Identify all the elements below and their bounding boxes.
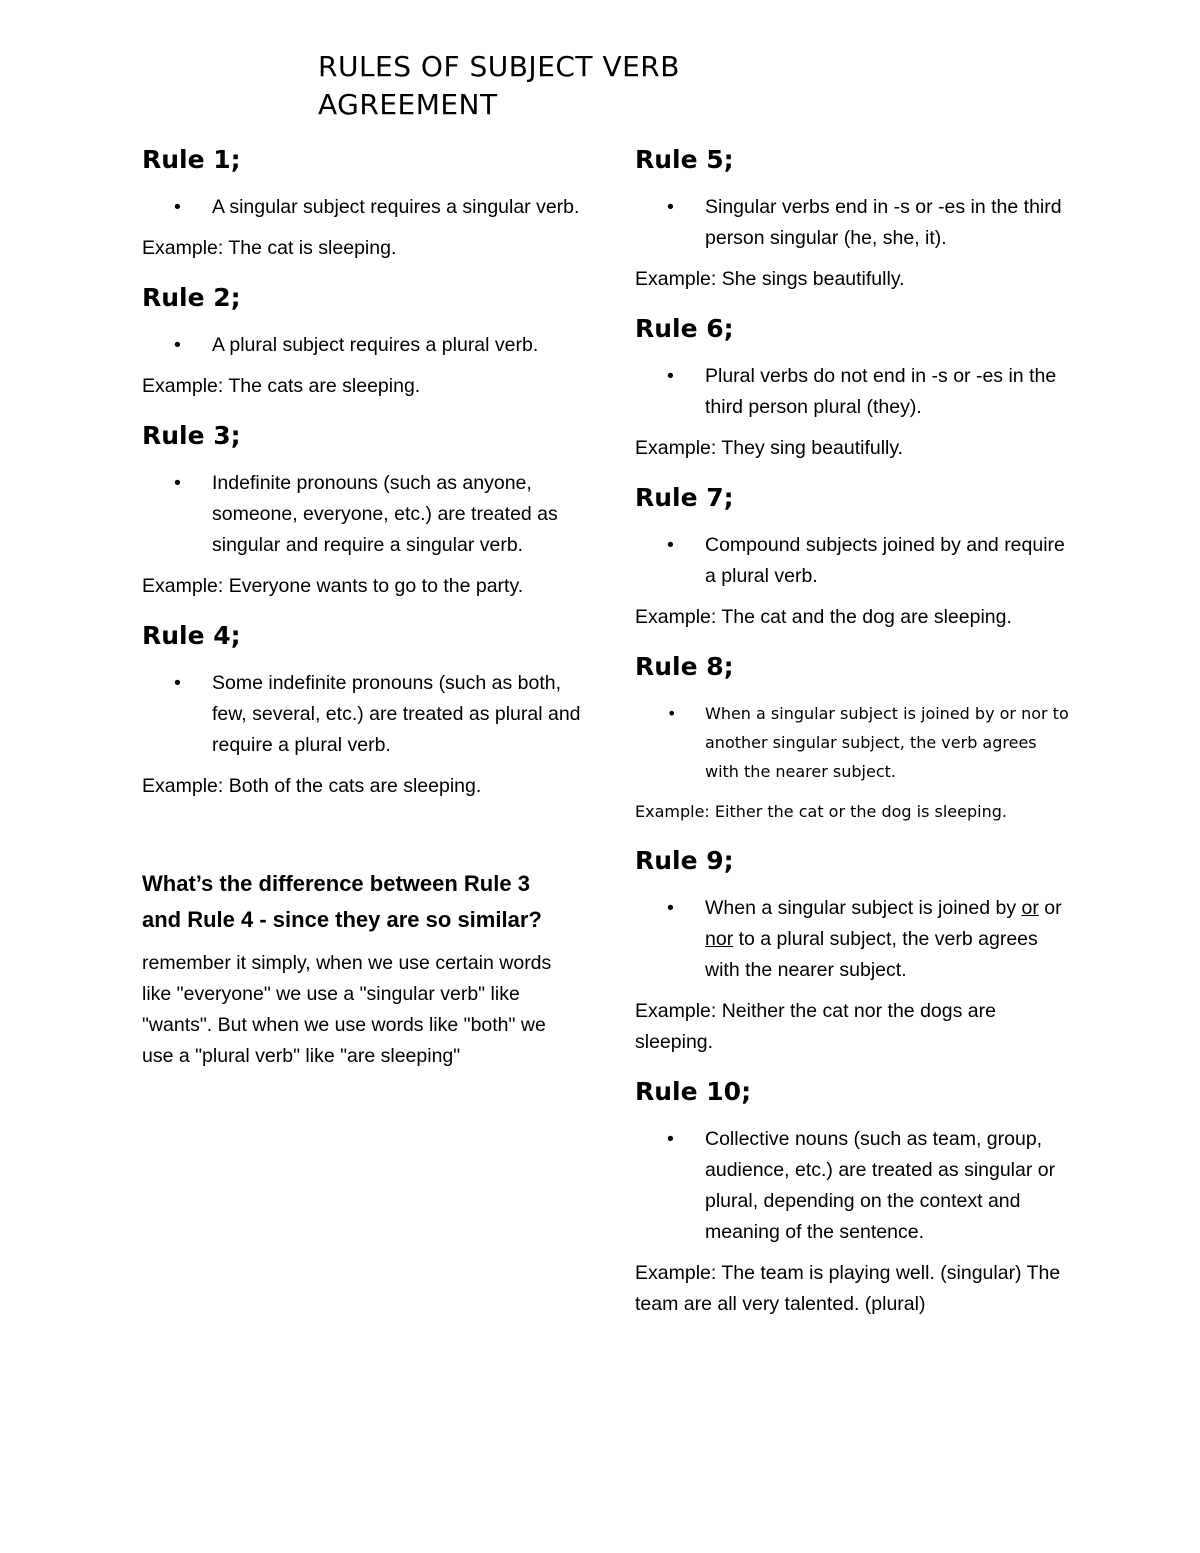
underlined-nor: nor: [705, 928, 734, 950]
rule-example: Example: Everyone wants to go to the party.: [142, 575, 524, 597]
rule-example: Example: Both of the cats are sleeping.: [142, 775, 482, 797]
rule-3: [142, 416, 582, 602]
rule-bullet: • Singular verbs end in -s or -es in the third person singular (he, she, it).: [635, 192, 1075, 254]
document-title: RULES OF SUBJECT VERB AGREEMENT: [318, 50, 680, 121]
rule-bullets: [142, 192, 582, 223]
rule-bullets: [142, 330, 582, 361]
rule-bullet: • Some indefinite pronouns (such as both, few, several, etc.) are treated as plural and require a plural verb.: [142, 668, 582, 761]
rule-bullets: [635, 1124, 1075, 1248]
rule-8: [635, 647, 1075, 827]
rule-example: Example: They sing beautifully.: [635, 437, 904, 459]
bullet-text: or: [1038, 897, 1062, 919]
rule-heading: Rule 1;: [142, 145, 241, 174]
rule-bullets: [635, 893, 1075, 986]
rule-bullets: [635, 192, 1075, 254]
rule-bullet: • Plural verbs do not end in -s or -es in the third person plural (they).: [635, 361, 1075, 423]
difference-answer: remember it simply, when we use certain words like "everyone" we use a "singular verb" like "wants". But when we use words like "both" we use a "plural verb" like "are sleeping": [142, 952, 552, 1067]
rule-4: [142, 616, 582, 802]
rule-bullet: [635, 893, 1075, 986]
right-column: [635, 140, 1075, 1334]
rule-bullet: • A plural subject requires a plural verb.: [142, 330, 582, 361]
rule-6: [635, 309, 1075, 464]
rule-heading: Rule 9;: [635, 846, 734, 875]
rule-bullet: • A singular subject requires a singular verb.: [142, 192, 582, 223]
rule-example: Example: Neither the cat nor the dogs are sleeping.: [635, 1000, 996, 1053]
rule-1: [142, 140, 582, 264]
rule-bullets: [635, 699, 1075, 786]
rule-bullets: [142, 668, 582, 761]
rule-example: Example: Either the cat or the dog is sleeping.: [635, 802, 1007, 821]
rule-7: [635, 478, 1075, 633]
rule-9: [635, 841, 1075, 1058]
rule-example: Example: The cat and the dog are sleeping.: [635, 606, 1012, 628]
rule-bullet: • When a singular subject is joined by or nor to another singular subject, the verb agrees with the nearer subject.: [635, 699, 1075, 786]
rule-example: Example: The team is playing well. (singular) The team are all very talented. (plural): [635, 1262, 1061, 1315]
rule-5: [635, 140, 1075, 295]
rule-10: [635, 1072, 1075, 1320]
rule-bullets: [142, 468, 582, 561]
rule-heading: Rule 6;: [635, 314, 734, 343]
rule-bullets: [635, 361, 1075, 423]
underlined-or: or: [1021, 897, 1039, 919]
rule-example: Example: She sings beautifully.: [635, 268, 905, 290]
rule-bullet: • Collective nouns (such as team, group, audience, etc.) are treated as singular or plural, depending on the context and meaning of the sentence.: [635, 1124, 1075, 1248]
rule-bullet: • Compound subjects joined by and require a plural verb.: [635, 530, 1075, 592]
bullet-text: When a singular subject is joined by: [705, 897, 1022, 919]
rule-bullets: [635, 530, 1075, 592]
rule-heading: Rule 4;: [142, 621, 241, 650]
document-title-box: [318, 48, 838, 121]
rule-2: [142, 278, 582, 402]
rule-example: Example: The cats are sleeping.: [142, 375, 421, 397]
rule-heading: Rule 5;: [635, 145, 734, 174]
rule-heading: Rule 7;: [635, 483, 734, 512]
rule-heading: Rule 3;: [142, 421, 241, 450]
difference-question: What’s the difference between Rule 3 and Rule 4 - since they are so similar?: [142, 871, 542, 932]
rule-example: Example: The cat is sleeping.: [142, 237, 397, 259]
rule-heading: Rule 10;: [635, 1077, 752, 1106]
rule-heading: Rule 8;: [635, 652, 734, 681]
rule-heading: Rule 2;: [142, 283, 241, 312]
rule-bullet: • Indefinite pronouns (such as anyone, someone, everyone, etc.) are treated as singular and require a singular verb.: [142, 468, 582, 561]
bullet-text: to a plural subject, the verb agrees with the nearer subject.: [705, 928, 1038, 981]
left-column: [142, 140, 582, 1072]
spacer: [142, 816, 582, 866]
